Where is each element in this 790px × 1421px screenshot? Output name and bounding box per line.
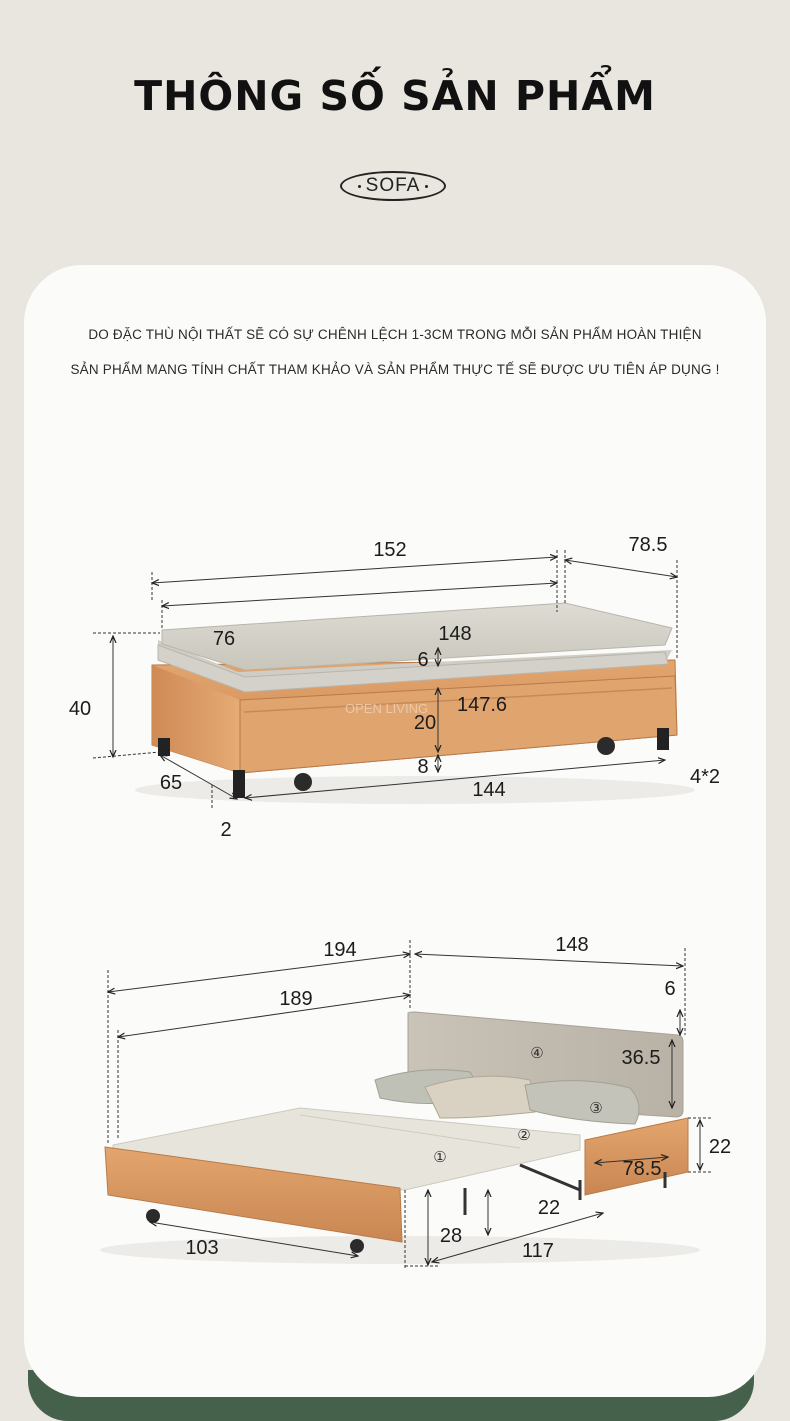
badge-label: SOFA — [365, 175, 421, 196]
leg-3 — [657, 728, 669, 750]
dim-drawer-height: 20 — [413, 712, 437, 734]
side-arm — [585, 1118, 688, 1195]
caster-1 — [294, 773, 312, 791]
dim-base-length: 144 — [472, 779, 506, 801]
dim-side-thickness: 2 — [220, 819, 232, 841]
dim-cushion-thickness: 6 — [417, 649, 429, 671]
pillow-right — [525, 1081, 639, 1124]
dim-arm-depth: 78.5 — [622, 1158, 662, 1180]
pillow-center — [425, 1076, 535, 1118]
dim-leg-height: 8 — [417, 756, 429, 778]
dim-cushion-length: 148 — [438, 623, 472, 645]
watermark: OPEN LIVING — [345, 701, 429, 716]
dim-frame-height: 28 — [439, 1225, 463, 1247]
part-2-marker: ② — [517, 1126, 531, 1144]
part-4-marker: ④ — [530, 1044, 544, 1062]
dim-height: 40 — [68, 698, 92, 720]
caster-2 — [597, 737, 615, 755]
dim-front-leg-span: 103 — [185, 1237, 219, 1259]
dim-back-thickness: 6 — [664, 978, 676, 1000]
dim-overall-length: 152 — [373, 539, 407, 561]
dim-casters: 4*2 — [689, 766, 721, 788]
leg-1 — [158, 738, 170, 756]
dim-width: 148 — [555, 934, 589, 956]
open-caster-1 — [146, 1209, 160, 1223]
part-1-marker: ① — [433, 1148, 447, 1166]
dim-total-length: 194 — [323, 939, 357, 961]
open-sofa-illustration — [100, 1012, 700, 1264]
dim-back-height: 36.5 — [621, 1047, 661, 1069]
disclaimer-line-1: DO ĐẶC THÙ NỘI THẤT SẼ CÓ SỰ CHÊNH LỆCH 1-3CM TRONG MỖI SẢN PHẨM HOÀN THIỆN — [88, 327, 702, 342]
leg-2 — [233, 770, 245, 798]
dim-base-depth: 65 — [159, 772, 183, 794]
part-3-marker: ③ — [589, 1099, 603, 1117]
dim-cushion-depth: 76 — [212, 628, 236, 650]
dim-leg-gap: 22 — [537, 1197, 561, 1219]
dim-arm-height: 22 — [708, 1136, 732, 1158]
closed-shadow — [135, 776, 695, 804]
open-caster-2 — [350, 1239, 364, 1253]
dim-inner-length: 189 — [279, 988, 313, 1010]
page-title: THÔNG SỐ SẢN PHẨM — [134, 72, 656, 120]
disclaimer-line-2: SẢN PHẨM MANG TÍNH CHẤT THAM KHẢO VÀ SẢN PHẨM THỰC TẾ SẼ ĐƯỢC ƯU TIÊN ÁP DỤNG ! — [70, 362, 720, 377]
dim-drawer-width: 147.6 — [456, 694, 508, 716]
dim-overall-depth: 78.5 — [628, 534, 668, 556]
dim-front-depth: 117 — [522, 1240, 554, 1262]
